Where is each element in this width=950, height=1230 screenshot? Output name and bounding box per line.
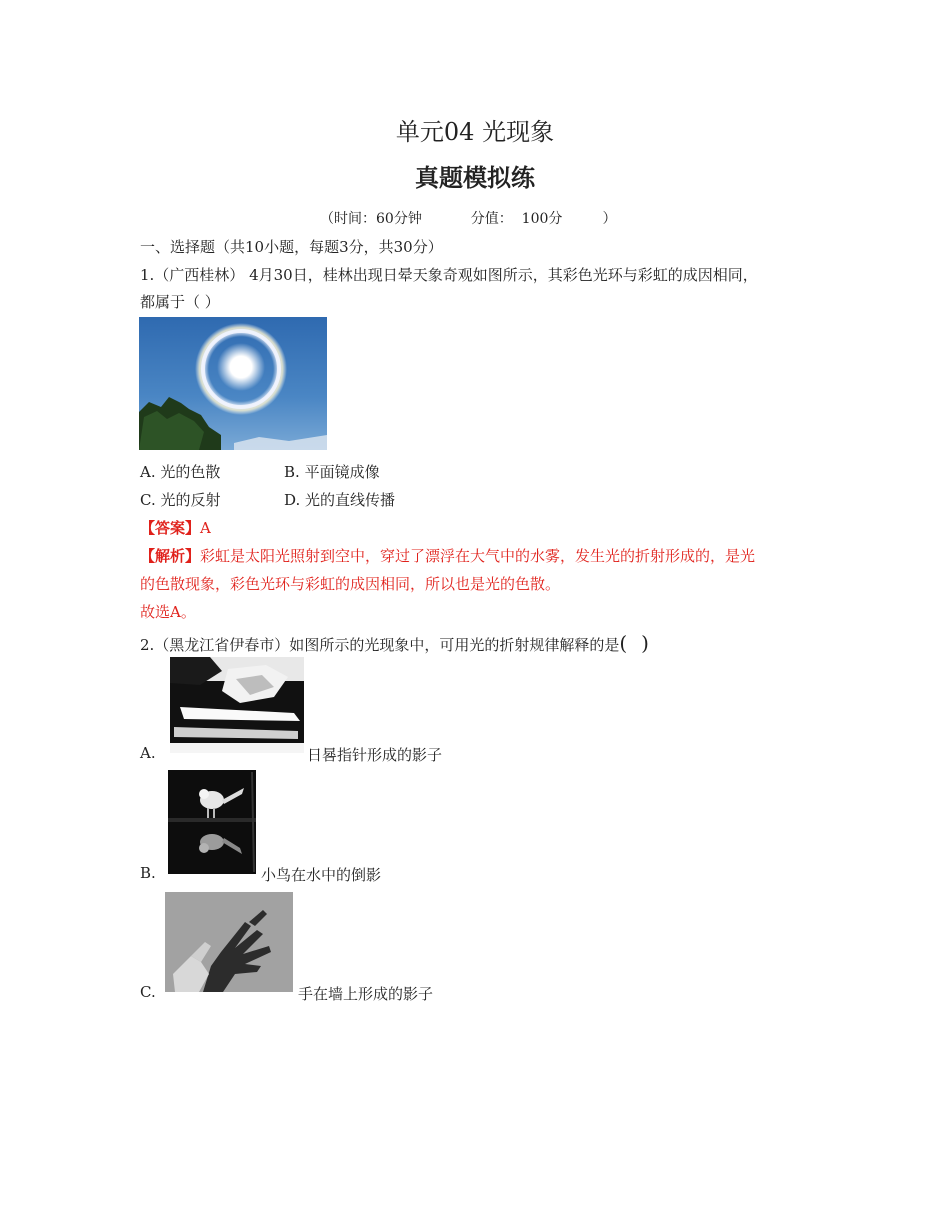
q1-option-c[interactable] bbox=[140, 489, 221, 510]
option-text: 光的反射 bbox=[160, 491, 221, 509]
section-heading: 一、选择题（共10小题，每题3分，共30分） bbox=[140, 238, 443, 256]
option-text: 平面镜成像 bbox=[304, 463, 380, 481]
q1-option-d[interactable] bbox=[284, 489, 395, 510]
analysis-label: 【解析】 bbox=[140, 547, 201, 565]
answer-label: 【答案】 bbox=[140, 519, 201, 537]
doc-subtitle: 真题模拟练 bbox=[415, 164, 535, 192]
q1-option-b[interactable] bbox=[284, 461, 380, 482]
option-letter: D. bbox=[284, 491, 301, 509]
time-score-info: （时间：60分钟 分值： 100分 ） bbox=[320, 211, 617, 227]
q2-option-c-text[interactable]: 手在墙上形成的影子 bbox=[298, 985, 434, 1003]
sun-halo-photo bbox=[139, 317, 327, 450]
hand-shadow-photo bbox=[165, 892, 293, 992]
q1-answer bbox=[140, 517, 211, 538]
q2-stem bbox=[140, 631, 649, 655]
q1-analysis-line1 bbox=[140, 545, 755, 566]
option-letter: A. bbox=[140, 463, 156, 481]
q1-conclusion: 故选A。 bbox=[140, 603, 196, 621]
q2-option-b-text[interactable]: 小鸟在水中的倒影 bbox=[261, 866, 382, 884]
option-text: 光的色散 bbox=[160, 463, 221, 481]
q2-option-a-letter[interactable]: A. bbox=[140, 744, 156, 762]
q1-option-a[interactable] bbox=[140, 461, 220, 482]
paren-close: ) bbox=[641, 631, 649, 655]
option-letter: B. bbox=[284, 463, 300, 481]
sundial-photo bbox=[170, 657, 304, 753]
paren-open: ( bbox=[619, 631, 628, 655]
q1-analysis-line2: 的色散现象，彩色光环与彩虹的成因相同，所以也是光的色散。 bbox=[140, 575, 561, 593]
option-letter: C. bbox=[140, 491, 156, 509]
q2-option-a-text[interactable]: 日晷指针形成的影子 bbox=[307, 746, 443, 764]
q1-stem-line1: 1.（广西桂林） 4月30日，桂林出现日晕天象奇观如图所示，其彩色光环与彩虹的成因相同， bbox=[140, 266, 758, 284]
q2-option-c-letter[interactable]: C. bbox=[140, 983, 156, 1001]
doc-title: 单元04 光现象 bbox=[395, 118, 555, 146]
answer-value: A bbox=[200, 519, 211, 537]
q1-stem-line2: 都属于（ ） bbox=[140, 293, 220, 311]
q2-option-b-letter[interactable]: B. bbox=[140, 864, 156, 882]
bird-reflection-photo bbox=[168, 770, 256, 874]
analysis-text: 彩虹是太阳光照射到空中，穿过了漂浮在大气中的水雾，发生光的折射形成的，是光 bbox=[200, 547, 756, 565]
q2-stem-text: 2.（黑龙江省伊春市）如图所示的光现象中，可用光的折射规律解释的是 bbox=[140, 636, 620, 654]
option-text: 光的直线传播 bbox=[305, 491, 396, 509]
